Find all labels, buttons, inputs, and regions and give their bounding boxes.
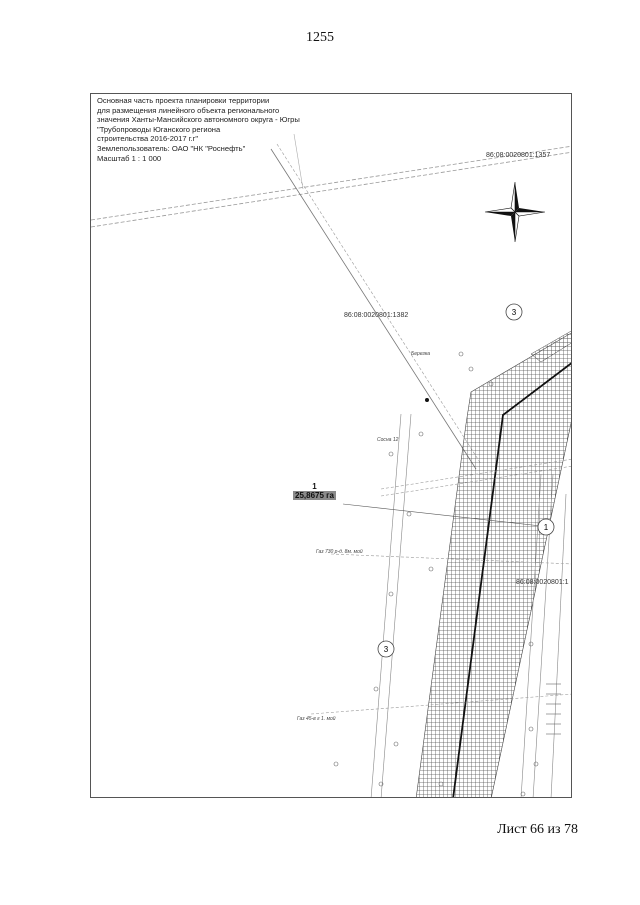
corridor-hatch <box>416 332 572 798</box>
label-gas: Газ 730 р-д. 8м. мой <box>316 549 363 555</box>
parcel-label <box>293 482 336 500</box>
title-line-2: для размещения линейного объекта регионального <box>97 105 280 115</box>
cadastral-1382: 86:08:0020801:1382 <box>344 312 409 319</box>
cadastral-1: 86:08:0020801:1 <box>516 579 569 586</box>
title-line-7: Масштаб 1 : 1 000 <box>97 153 162 163</box>
marker-1 <box>538 519 554 535</box>
survey-point <box>425 398 429 402</box>
page-number: 1255 <box>306 30 334 45</box>
parcel-area: 25,8675 га <box>295 491 334 500</box>
marker-3a-text: 3 <box>511 308 517 317</box>
title-line-6: Землепользователь: ОАО "НК "Роснефть" <box>97 143 246 153</box>
marker-1-text: 1 <box>543 523 549 532</box>
title-block <box>97 96 300 163</box>
map-drawing <box>91 94 572 798</box>
marker-3b <box>378 641 394 657</box>
title-line-5: строительства 2016-2017 г.г" <box>97 134 199 144</box>
title-line-4: "Трубопроводы Юганского региона <box>97 124 221 134</box>
label-gas2: Газ 45-в г 1. мой <box>297 716 336 722</box>
cadastral-1357: 86:08:0020801:1357 <box>486 152 551 159</box>
marker-3b-text: 3 <box>383 645 389 654</box>
map-frame <box>90 93 572 798</box>
label-sosna: Сосна 12 <box>377 437 399 443</box>
title-line-1: Основная часть проекта планировки территории <box>97 96 270 105</box>
sheet-footer: Лист 66 из 78 <box>497 822 578 837</box>
marker-3a <box>506 304 522 320</box>
parcel-number: 1 <box>312 482 317 491</box>
road-diagonal <box>271 134 481 469</box>
north-arrow-icon <box>485 182 545 242</box>
label-brezhneva: Березка <box>411 351 431 357</box>
right-ticks <box>546 684 561 734</box>
title-line-3: значения Ханты-Мансийского автономного округа - Югры <box>97 115 300 125</box>
